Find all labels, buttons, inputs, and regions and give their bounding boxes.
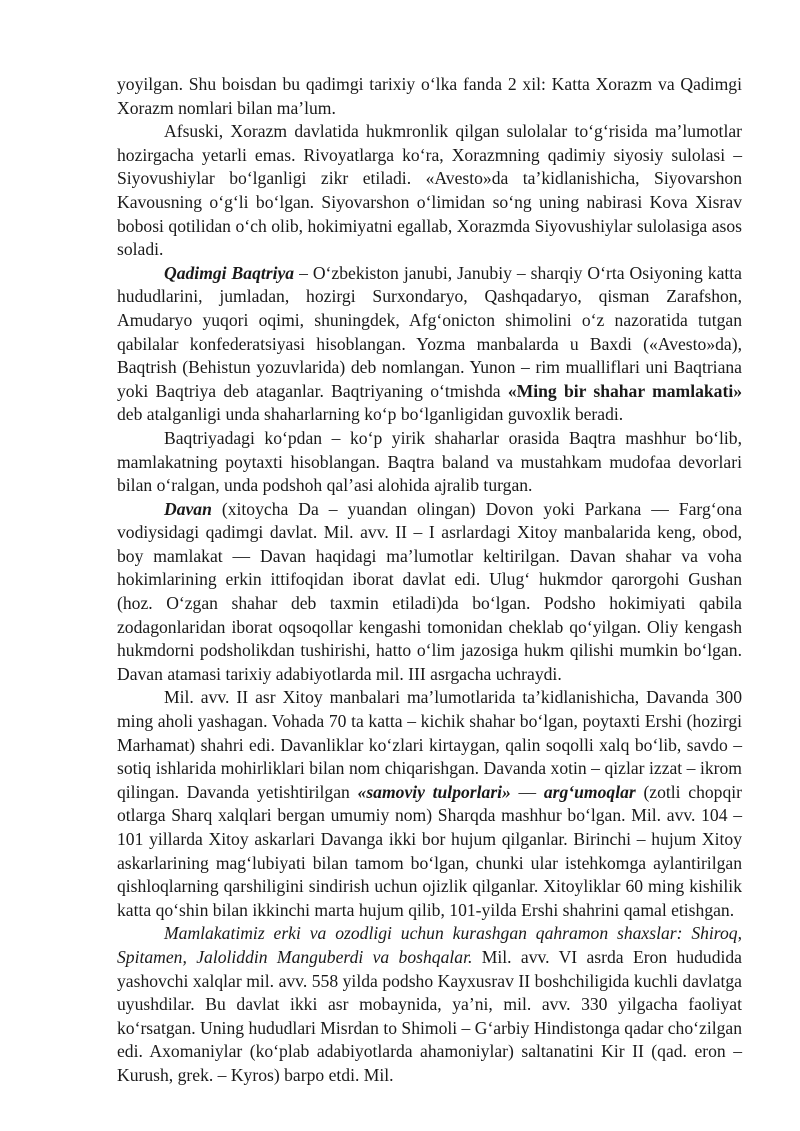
paragraph-khorezm-dynasties xyxy=(117,120,742,262)
term-argumoqlar: arg‘umoqlar xyxy=(543,781,636,802)
paragraph-text: Mil. avv. VI asrda Eron hududida yashovchi xalqlar mil. avv. 558 yilda podsho Kayxusrav II boshchiligida kuchli davlatga uyushdilar. Bu davlat ikki asr mobaynida, ya’ni, mil. avv. 330 yilgacha faoliyat ko‘rsatgan. Uning hududlari Misrdan to Shimoli – G‘arbiy Hindistonga qadar cho‘zilgan edi. Axomaniylar (ko‘plab adabiyotlarda ahamoniylar) saltanatini Kir II (qad. eron – Kurush, grek. – Kyros) barpo etdi. Mil. xyxy=(117,946,742,1085)
paragraph-text: Afsuski, Xorazm davlatida hukmronlik qilgan sulolalar to‘g‘risida ma’lumotlar hozirgacha yetarli emas. Rivoyatlarga ko‘ra, Xorazmning qadimiy siyosiy sulolasi – Siyovushiylar bo‘lganligi zikr etiladi. «Avesto»da ta’kidlanishicha, Siyovarshon Kavousning o‘g‘li bo‘lgan. Siyovarshon o‘limidan so‘ng uning nabirasi Kova Xisrav bobosi qotilidan o‘ch olib, hokimiyatni egallab, Xorazmda Siyovushiylar sulolasiga asos soladi. xyxy=(117,121,742,260)
bold-phrase: «Ming bir shahar mamlakati» xyxy=(507,380,743,401)
dash: — xyxy=(510,781,544,802)
paragraph-heroes xyxy=(117,922,742,1087)
paragraph-text: Baqtriyadagi ko‘pdan – ko‘p yirik shaharlar orasida Baqtra mashhur bo‘lib, mamlakatning poytaxti hisoblangan. Baqtra baland va mustahkam mudofaa devorlari bilan o‘ralgan, unda podshoh qal’asi alohida ajralib turgan. xyxy=(117,427,742,496)
paragraph-text: (zotli chopqir otlarga Sharq xalqlari bergan umumiy nom) Sharqda mashhur bo‘lgan. Mil. avv. 104 – 101 yillarda Xitoy askarlari Davanga ikki bor hujum qilganlar. Birinchi – hujum Xitoy askarlarining mag‘lubiyati bilan tamom bo‘lgan, chunki ular istehkomga aylantirilgan qishloqlarning qarshiligini sindirish uchun ojizlik qilganlar. Xitoyliklar 60 ming kishilik katta qo‘shin bilan ikkinchi marta hujum qilib, 101-yilda Ershi shahrini qamal etishgan. xyxy=(117,781,743,920)
term-samoviy-tulporlar: «samoviy tulporlari» xyxy=(357,781,511,802)
term-davan: Davan xyxy=(164,498,212,519)
paragraph-baqtra xyxy=(117,427,742,498)
paragraph-bactria xyxy=(117,262,742,427)
paragraph-text: yoyilgan. Shu boisdan bu qadimgi tarixiy o‘lka fanda 2 xil: Katta Xorazm va Qadimgi Xorazm nomlari bilan ma’lum. xyxy=(117,74,742,118)
paragraph-khorezm-names xyxy=(117,73,742,120)
paragraph-text: Mil. avv. II asr Xitoy manbalari ma’lumotlarida ta’kidlanishicha, Davanda 300 ming aholi yashagan. Vohada 70 ta katta – kichik shahar bo‘lgan, poytaxti Ershi (hozirgi Marhamat) shahri edi. Davanliklar ko‘zlari kirtaygan, qalin soqolli xalq bo‘lib, savdo – sotiq ishlarida mohirliklari bilan nom chiqarishgan. Davanda xotin – qizlar izzat – ikrom qilingan. Davanda yetishtirilgan xyxy=(117,687,742,802)
italic-heading: Mamlakatimiz erki va ozodligi uchun kurashgan qahramon shaxslar: Shiroq, Spitamen, Jaloliddin Manguberdi va boshqalar. xyxy=(117,923,742,967)
paragraph-text: (xitoycha Da – yuandan olingan) Dovon yoki Parkana — Farg‘ona vodiysidagi qadimgi davlat. Mil. avv. II – I asrlardagi Xitoy manbalarida keng, obod, boy mamlakat — Davan haqidagi ma’lumotlar keltirilgan. Davan shahar va voha hokimlarining erkin ittifoqidan iborat davlat edi. Ulug‘ hukmdor qarorgohi Gushan (hoz. O‘zgan shahar deb taxmin etiladi)da bo‘lgan. Podsho hokimiyati qabila zodagonlaridan iborat oqsoqollar kengashi tomonidan cheklab qo‘yilgan. Oliy kengash hukmdorni podsholikdan tushirishi, hatto o‘lim jazosiga hukm qilishi mumkin bo‘lgan. Davan atamasi tarixiy adabiyotlarda mil. III asrgacha uchraydi. xyxy=(117,498,742,684)
paragraph-davan xyxy=(117,498,742,687)
paragraph-text: – O‘zbekiston janubi, Janubiy – sharqiy O‘rta Osiyoning katta hududlarini, jumladan, hozirgi Surxondaryo, Qashqadaryo, qisman Zarafshon, Amudaryo yuqori oqimi, shuningdek, Afg‘onicton shimolini o‘z nazoratida tutgan qabilalar konfederatsiyasi hisoblangan. Yozma manbalarda u Baxdi («Avesto»da), Baqtrish (Behistun yozuvlarida) deb nomlangan. Yunon – rim mualliflari uni Baqtriana yoki Baqtriya deb ataganlar. Baqtriyaning o‘tmishda xyxy=(117,262,742,401)
paragraph-davan-population xyxy=(117,686,742,922)
term-bactria: Qadimgi Baqtriya xyxy=(164,262,295,283)
document-page xyxy=(117,73,742,1088)
paragraph-text: deb atalganligi unda shaharlarning ko‘p bo‘lganligidan guvoxlik beradi. xyxy=(117,404,624,425)
